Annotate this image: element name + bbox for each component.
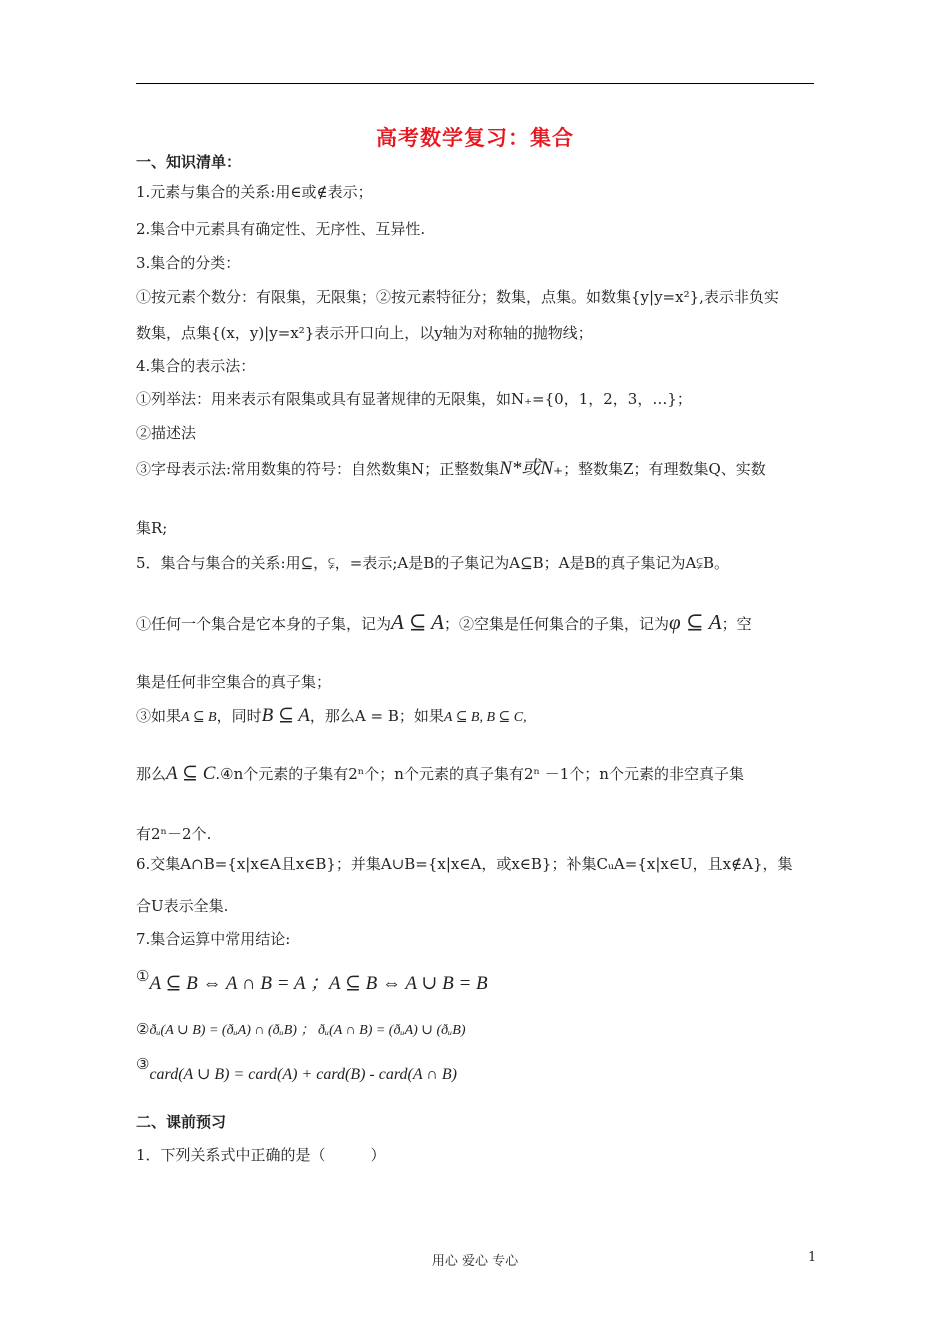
text-line-9-a: ③字母表示法:常用数集的符号：自然数集N；正整数集: [136, 460, 500, 478]
circled-two: ②: [136, 1020, 150, 1038]
text-line-19: 7.集合运算中常用结论:: [136, 930, 291, 948]
text-line-8: ②描述法: [136, 424, 197, 442]
page-title: 高考数学复习：集合: [376, 125, 574, 150]
page-number: 1: [808, 1250, 817, 1265]
text-line-2: 2.集合中元素具有确定性、无序性、互异性.: [136, 220, 426, 238]
formula-a-subset-c: A ⊆ C: [166, 763, 216, 784]
formula-empty-subset: φ ⊆ A: [669, 610, 722, 634]
text-line-6: 4.集合的表示法：: [136, 357, 256, 375]
formula-positive-integers: N*或N₊: [499, 458, 564, 479]
text-line-14: [136, 706, 816, 728]
text-line-15-a: 那么: [136, 765, 167, 783]
text-line-1: 1.元素与集合的关系:用∈或∉表示；: [136, 183, 373, 201]
question-1: 1．下列关系式中正确的是（ ）: [136, 1146, 386, 1164]
text-line-15-b: .④n个元素的子集有2ⁿ个；n个元素的真子集有2ⁿ －1个；n个元素的非空真子集: [215, 765, 744, 783]
text-line-12-a: ①任何一个集合是它本身的子集，记为: [136, 615, 392, 633]
text-line-21: [136, 1019, 816, 1041]
circled-one: ①: [136, 967, 150, 985]
text-line-22: [136, 1054, 816, 1083]
text-line-14-c: ，那么A = B；如果: [309, 707, 444, 725]
text-line-5: 数集，点集{(x，y)|y=x²}表示开口向上，以y轴为对称轴的抛物线；: [136, 324, 593, 342]
text-line-9: [136, 459, 816, 479]
text-line-20: [136, 966, 816, 994]
header-rule: [136, 83, 814, 84]
text-line-10: 集R;: [136, 519, 168, 537]
text-line-14-a: ③如果: [136, 707, 182, 725]
text-line-12-b: ；②空集是任何集合的子集，记为: [444, 615, 670, 633]
circled-three: ③: [136, 1055, 150, 1073]
page-footer: 用心 爱心 专心: [431, 1254, 519, 1269]
formula-a-subset-a: A ⊆ A: [391, 610, 445, 634]
text-line-16: 有2ⁿ－2个.: [136, 825, 212, 843]
text-line-12-c: ；空: [721, 615, 752, 633]
section-heading-preview: 二、课前预习: [136, 1113, 227, 1131]
formula-subset-equivalence: A ⊆ B ⇔ A ∩ B = A ；A ⊆ B ⇔ A ∪ B = B: [149, 973, 488, 994]
text-line-11: 5．集合与集合的关系:用⊆，⫋，=表示;A是B的子集记为A⊆B；A是B的真子集记为A⫋B。: [136, 554, 729, 572]
text-line-18: 合U表示全集.: [136, 897, 229, 915]
formula-de-morgan: ðᵤ(A ∪ B) = (ðᵤA) ∩ (ðᵤB) ； ðᵤ(A ∩ B) = (ðᵤA) ∪ (ðᵤB): [149, 1023, 466, 1038]
text-line-15: [136, 764, 816, 784]
text-line-13: 集是任何非空集合的真子集；: [136, 673, 332, 691]
text-line-17: 6.交集A∩B={x|x∈A且x∈B}；并集A∪B={x|x∈A，或x∈B}；补集CᵤA={x|x∈U，且x∉A}，集: [136, 855, 793, 873]
formula-b-subset-a: B ⊆ A: [261, 705, 310, 726]
text-line-3: 3.集合的分类：: [136, 254, 241, 272]
formula-transitive-premise: A ⊆ B, B ⊆ C,: [443, 710, 527, 725]
formula-cardinality: card(A ∪ B) = card(A) + card(B) - card(A ∩ B): [149, 1066, 457, 1083]
formula-a-subset-b: A ⊆ B: [181, 710, 217, 725]
text-line-12: [136, 612, 816, 634]
text-line-9-b: ；整数集Z；有理数集Q、实数: [563, 460, 766, 478]
text-line-4: ①按元素个数分：有限集，无限集；②按元素特征分；数集，点集。如数集{y|y=x²},表示非负实: [136, 288, 779, 306]
text-line-14-b: ，同时: [216, 707, 262, 725]
text-line-7: ①列举法：用来表示有限集或具有显著规律的无限集，如N₊={0，1，2，3，…}；: [136, 390, 692, 408]
section-heading-knowledge: 一、知识清单：: [136, 153, 242, 171]
